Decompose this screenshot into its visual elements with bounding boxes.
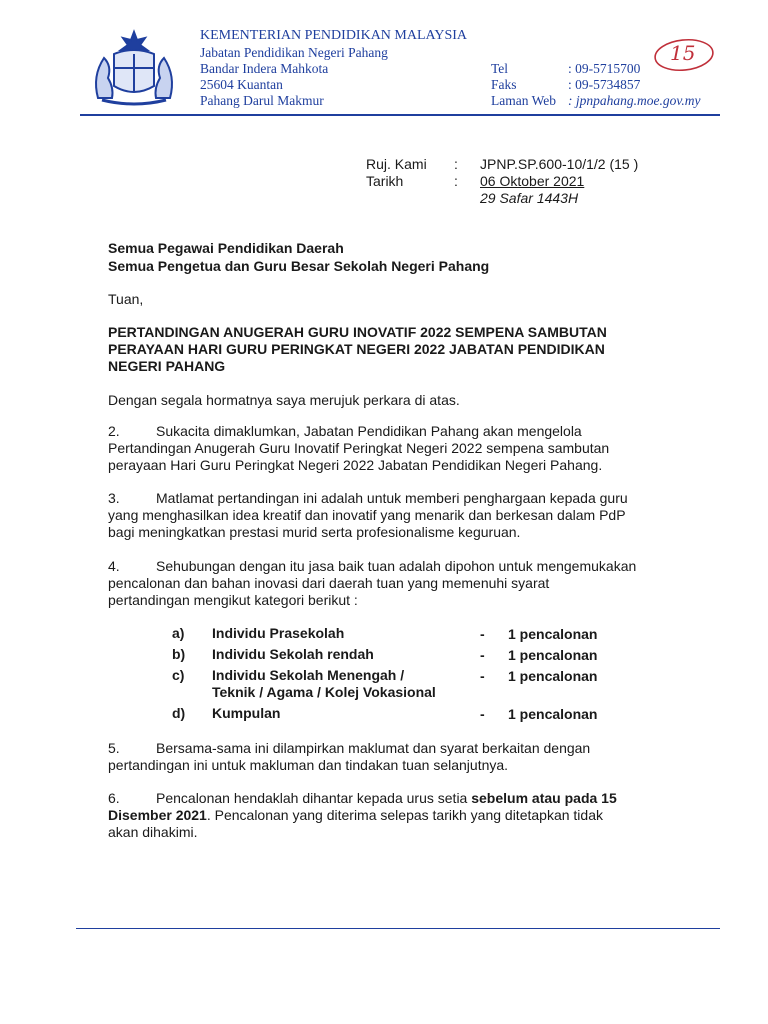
- opening-line: Dengan segala hormatnya saya merujuk perkara di atas.: [108, 392, 460, 408]
- category-dash: -: [480, 626, 485, 642]
- paragraph-number: 3.: [108, 490, 120, 506]
- subject-line: PERAYAAN HARI GURU PERINGKAT NEGERI 2022 JABATAN PENDIDIKAN: [108, 341, 605, 357]
- tarikh-colon: :: [454, 173, 458, 189]
- recipient-line: Semua Pegawai Pendidikan Daerah: [108, 240, 344, 256]
- subject-line: PERTANDINGAN ANUGERAH GURU INOVATIF 2022 SEMPENA SAMBUTAN: [108, 324, 607, 340]
- paragraph-4: [108, 558, 673, 609]
- paragraph-3: [108, 490, 673, 541]
- footer-divider: [76, 928, 720, 929]
- paragraph-number: 4.: [108, 558, 120, 574]
- paragraph-line: pertandingan ini untuk makluman dan tindakan tuan selanjutnya.: [108, 757, 509, 773]
- paragraph-line: 4. Sehubungan dengan itu jasa baik tuan adalah dipohon untuk mengemukakan: [108, 558, 637, 574]
- category-dash: -: [480, 668, 485, 684]
- category-count: 1 pencalonan: [508, 706, 598, 722]
- salutation: Tuan,: [108, 291, 144, 307]
- paragraph-6: [108, 790, 673, 841]
- address-line: 25604 Kuantan: [200, 77, 283, 92]
- category-letter: c): [172, 667, 185, 683]
- category-count: 1 pencalonan: [508, 668, 598, 684]
- category-letter: b): [172, 646, 186, 662]
- paragraph-number: 6.: [108, 790, 120, 806]
- category-count: 1 pencalonan: [508, 647, 598, 663]
- paragraph-line: 2. Sukacita dimaklumkan, Jabatan Pendidikan Pahang akan mengelola: [108, 423, 582, 439]
- contact-label: Faks: [491, 77, 517, 92]
- paragraph-line: 6. Pencalonan hendaklah dihantar kepada urus setia sebelum atau pada 15: [108, 790, 617, 806]
- paragraph-number: 5.: [108, 740, 120, 756]
- category-name: Kumpulan: [212, 705, 281, 721]
- contact-label: Tel: [491, 61, 509, 76]
- handwritten-number: 15: [670, 41, 696, 65]
- paragraph-number: 2.: [108, 423, 120, 439]
- deadline-text: sebelum atau pada 15: [471, 790, 617, 806]
- letterhead-divider: [80, 114, 720, 116]
- address-line: Pahang Darul Makmur: [200, 93, 324, 108]
- paragraph-line: Disember 2021. Pencalonan yang diterima selepas tarikh yang ditetapkan tidak: [108, 807, 603, 823]
- deadline-date: Disember 2021: [108, 807, 207, 823]
- paragraph-line: 3. Matlamat pertandingan ini adalah untuk memberi penghargaan kepada guru: [108, 490, 628, 506]
- category-name: Individu Prasekolah: [212, 625, 345, 641]
- ruj-value: JPNP.SP.600-10/1/2 (15 ): [480, 156, 639, 172]
- hijri-date: 29 Safar 1443H: [480, 190, 579, 206]
- paragraph-line: Pertandingan Anugerah Guru Inovatif Peringkat Negeri 2022 sempena sambutan: [108, 440, 610, 456]
- category-letter: d): [172, 705, 186, 721]
- category-name-cont: Teknik / Agama / Kolej Vokasional: [212, 684, 436, 700]
- paragraph-line: pertandingan mengikut kategori berikut :: [108, 592, 358, 608]
- website-value: : jpnpahang.moe.gov.my: [568, 93, 701, 108]
- paragraph-line: yang menghasilkan idea kreatif dan inovatif yang menarik dan berkesan dalam PdP: [108, 507, 626, 523]
- paragraph-line: pencalonan dan bahan inovasi dari daerah tuan yang memenuhi syarat: [108, 575, 550, 591]
- paragraph-line: 5. Bersama-sama ini dilampirkan maklumat dan syarat berkaitan dengan: [108, 740, 591, 756]
- category-name: Individu Sekolah rendah: [212, 646, 374, 662]
- recipient-line: Semua Pengetua dan Guru Besar Sekolah Negeri Pahang: [108, 258, 490, 274]
- tarikh-label: Tarikh: [366, 173, 404, 189]
- ruj-label: Ruj. Kami: [366, 156, 427, 172]
- paragraph-2: [108, 423, 673, 474]
- paragraph-5: [108, 740, 673, 774]
- address-line: Jabatan Pendidikan Negeri Pahang: [200, 45, 388, 60]
- contact-label: Laman Web: [491, 93, 557, 108]
- coat-of-arms-logo: [84, 28, 184, 108]
- paragraph-line: akan dihakimi.: [108, 824, 198, 840]
- subject-line: NEGERI PAHANG: [108, 358, 226, 374]
- paragraph-line: bagi meningkatkan prestasi murid serta profesionalisme keguruan.: [108, 524, 521, 540]
- ruj-colon: :: [454, 156, 458, 172]
- address-line: Bandar Indera Mahkota: [200, 61, 329, 76]
- category-name: Individu Sekolah Menengah /: [212, 667, 405, 683]
- ministry-name: KEMENTERIAN PENDIDIKAN MALAYSIA: [200, 28, 468, 43]
- contact-value: : 09-5715700: [568, 61, 641, 76]
- tarikh-value: 06 Oktober 2021: [480, 173, 585, 189]
- category-dash: -: [480, 647, 485, 663]
- contact-value: : 09-5734857: [568, 77, 641, 92]
- paragraph-line: perayaan Hari Guru Peringkat Negeri 2022 Jabatan Pendidikan Negeri Pahang.: [108, 457, 603, 473]
- category-count: 1 pencalonan: [508, 626, 598, 642]
- category-dash: -: [480, 706, 485, 722]
- category-letter: a): [172, 625, 185, 641]
